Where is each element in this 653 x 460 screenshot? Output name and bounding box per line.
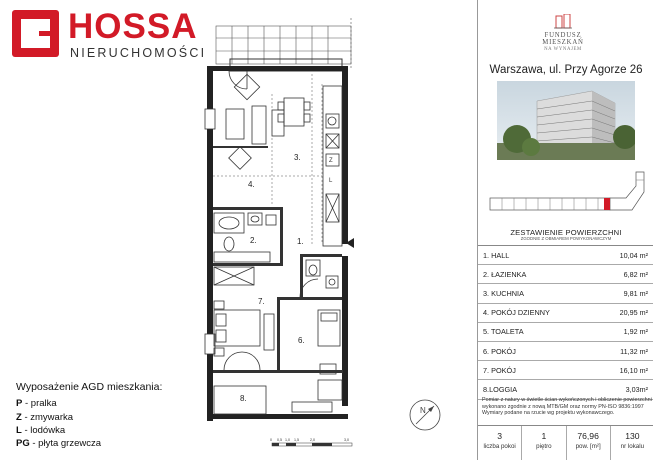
summary-subtitle: ZGODNIE Z OBMIAREM POWYKONAWCZYM [520, 236, 612, 241]
north-arrow-icon [408, 398, 442, 432]
fixture-z: Z [329, 158, 333, 164]
scale-20: 2,0 [310, 438, 315, 442]
room-row: 3. KUCHNIA 9,81 m² [478, 284, 653, 303]
scale-bar [270, 436, 355, 448]
apartment-stats [478, 425, 653, 460]
scale-30: 3,0 [344, 438, 349, 442]
floor-plan [202, 14, 472, 444]
room-number-1: 1. [297, 237, 304, 246]
logo-name: HOSSA [68, 7, 198, 46]
scale-10: 1,0 [285, 438, 290, 442]
room-row: 4. POKÓJ DZIENNY 20,95 m² [478, 304, 653, 323]
measurement-note: Pomiar z natury w świetle ścian wykończonych i obliczenie powierzchni wykonano zgodnie z nową MTB/GM oraz normy PN-ISO 9836:1997 Wymiary podane na rzucie wg projektu wykonawczego. [482, 397, 652, 417]
hossa-logo-mark [12, 10, 59, 57]
fixture-l: L [329, 178, 333, 184]
stat-area: 76,96 pow. [m²] [567, 426, 611, 460]
living-furniture [226, 71, 284, 169]
agd-item-pg: PG - płyta grzewcza [16, 438, 102, 450]
room-row: 8.LOGGIA 3,03m² [478, 380, 653, 399]
fund-line-2: MIESZKAŃ [542, 39, 584, 47]
fund-line-1: FUNDUSZ [544, 32, 582, 39]
svg-text:N: N [420, 406, 426, 415]
room-area-table [478, 245, 653, 400]
agd-item-l: L - lodówka [16, 424, 66, 436]
hossa-logo [12, 8, 212, 60]
stat-rooms: 3 liczba pokoi [478, 426, 522, 460]
room-row: 5. TOALETA 1,92 m² [478, 323, 653, 342]
bedroom-7-furniture [214, 301, 274, 370]
fund-logo [518, 14, 608, 53]
stat-unit-number: 130 nr lokalu [620, 431, 645, 450]
agd-legend [16, 381, 162, 450]
room-row: 6. POKÓJ 11,32 m² [478, 342, 653, 361]
toilet-fixtures [300, 260, 338, 297]
scale-0: 0 [270, 438, 272, 442]
room-number-4: 4. [248, 180, 255, 189]
stat-floor: 1 piętro [522, 426, 566, 460]
terrace-grid [216, 18, 351, 68]
address: Warszawa, ul. Przy Agorze 26 [489, 64, 643, 76]
agd-title: Wyposażenie AGD mieszkania: [16, 381, 163, 393]
room-number-3: 3. [294, 153, 301, 162]
room-row: 7. POKÓJ 16,10 m² [478, 361, 653, 380]
bathroom-fixtures [214, 213, 276, 285]
room-row: 1. HALL 10,04 m² [478, 246, 653, 265]
room-number-6: 6. [298, 336, 305, 345]
scale-05: 0,5 [277, 438, 282, 442]
room-number-2: 2. [250, 236, 257, 245]
room-row: 2. ŁAZIENKA 6,82 m² [478, 265, 653, 284]
kitchen-furniture [278, 86, 342, 246]
room-number-8: 8. [240, 394, 247, 403]
info-panel [477, 0, 653, 460]
agd-item-z: Z - zmywarka [16, 411, 74, 423]
agd-item-p: P - pralka [16, 398, 57, 410]
fund-line-3: NA WYNAJEM [544, 46, 582, 52]
fund-logo-icon [552, 14, 574, 30]
building-photo [497, 81, 635, 160]
bedroom-6-furniture [318, 310, 342, 400]
logo-subtitle: NIERUCHOMOŚCI [70, 46, 207, 60]
summary-title: ZESTAWIENIE POWIERZCHNI [510, 228, 622, 237]
room-number-7: 7. [258, 297, 265, 306]
key-plan [486, 168, 646, 220]
scale-15: 1,5 [294, 438, 299, 442]
interior-walls [213, 146, 343, 373]
